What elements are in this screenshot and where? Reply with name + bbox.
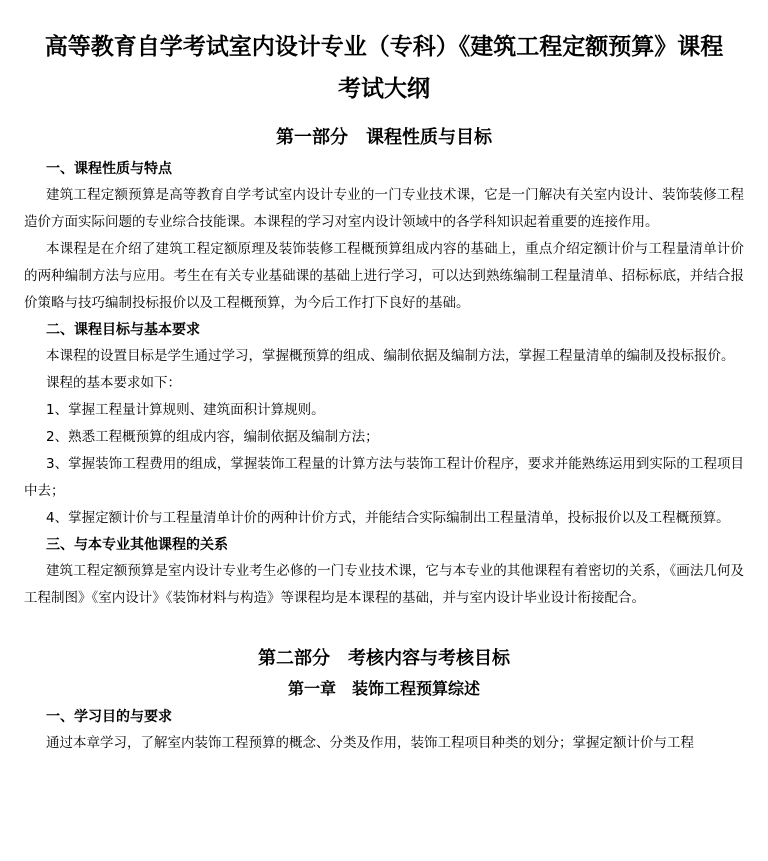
requirement-item-3: 3、掌握装饰工程费用的组成，掌握装饰工程量的计算方法与装饰工程计价程序，要求并能熟练运用到实际的工程项目中去；: [24, 456, 744, 499]
section-course-relations-heading: 三、与本专业其他课程的关系: [46, 537, 228, 553]
title-line-2: 考试大纲: [338, 75, 430, 102]
requirement-item-2: 2、熟悉工程概预算的组成内容，编制依据及编制方法；: [46, 429, 379, 445]
document-title: [24, 0, 744, 110]
section-course-nature-heading: 一、课程性质与特点: [46, 161, 172, 177]
title-line-1: 高等教育自学考试室内设计专业（专科）《建筑工程定额预算》课程: [44, 33, 724, 60]
paragraph-course-nature-2: 本课程是在介绍了建筑工程定额原理及装饰装修工程概预算组成内容的基础上，重点介绍定额计价与工程量清单计价的两种编制方法与应用。考生在有关专业基础课的基础上进行学习，可以达到熟练编制工程量清单、招标标底，并结合报价策略与技巧编制投标报价以及工程概预算，为今后工作打下良好的基础。: [24, 241, 744, 311]
requirement-item-1: 1、掌握工程量计算规则、建筑面积计算规则。: [46, 402, 325, 418]
part-2-heading: 第二部分 考核内容与考核目标: [258, 648, 510, 669]
chapter-1-heading: 第一章 装饰工程预算综述: [287, 679, 480, 698]
part-1-heading: 第一部分 课程性质与目标: [276, 127, 492, 148]
paragraph-course-relations-1: 建筑工程定额预算是室内设计专业考生必修的一门专业技术课，它与本专业的其他课程有着密切的关系，《画法几何及工程制图》《室内设计》《装饰材料与构造》等课程均是本课程的基础，并与室内设计毕业设计衔接配合。: [24, 563, 744, 606]
section-course-goals-heading: 二、课程目标与基本要求: [46, 322, 200, 338]
paragraph-course-goals-2: 课程的基本要求如下：: [46, 375, 181, 391]
paragraph-course-nature-1: 建筑工程定额预算是高等教育自学考试室内设计专业的一门专业技术课，它是一门解决有关室内设计、装饰装修工程造价方面实际问题的专业综合技能课。本课程的学习对室内设计领域中的各学科知识起着重要的连接作用。: [24, 187, 744, 230]
requirement-item-4: 4、掌握定额计价与工程量清单计价的两种计价方式，并能结合实际编制出工程量清单，投标报价以及工程概预算。: [46, 510, 730, 526]
paragraph-learning-goals-1: 通过本章学习，了解室内装饰工程预算的概念、分类及作用，装饰工程项目种类的划分；掌握定额计价与工程: [46, 735, 694, 751]
paragraph-course-goals-1: 本课程的设置目标是学生通过学习，掌握概预算的组成、编制依据及编制方法，掌握工程量清单的编制及投标报价。: [46, 348, 735, 364]
section-learning-goals-heading: 一、学习目的与要求: [46, 709, 172, 725]
